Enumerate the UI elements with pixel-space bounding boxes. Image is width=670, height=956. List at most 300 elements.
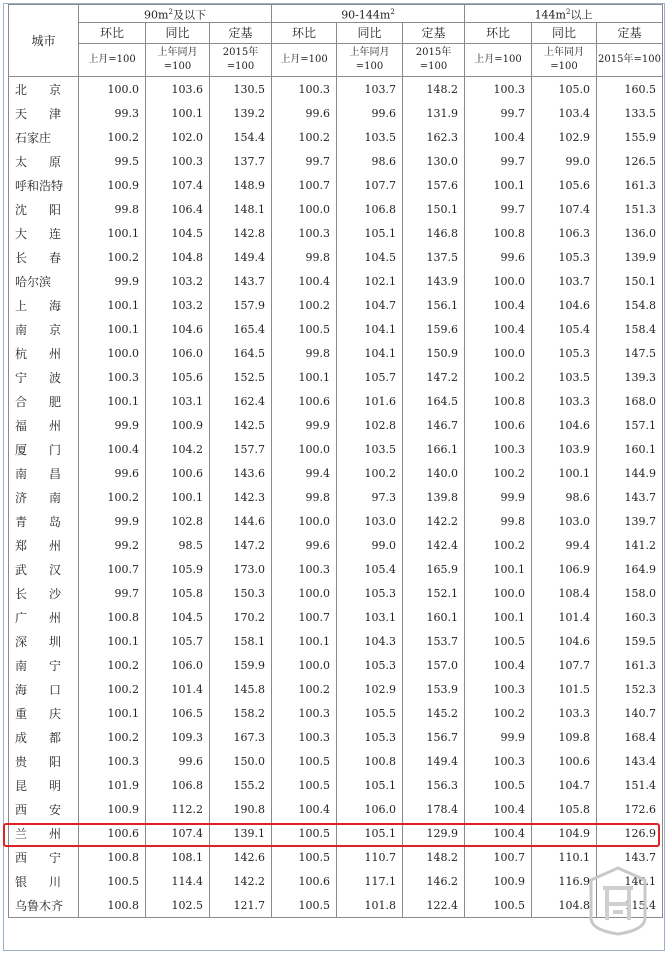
table-row bbox=[9, 509, 663, 533]
value-cell: 100.3 bbox=[272, 77, 337, 102]
value-cell: 106.3 bbox=[532, 221, 597, 245]
value-cell: 100.2 bbox=[465, 701, 532, 725]
value-cell: 145.8 bbox=[210, 677, 272, 701]
value-cell: 100.9 bbox=[146, 413, 210, 437]
value-cell: 100.4 bbox=[79, 437, 146, 461]
value-cell: 100.2 bbox=[465, 461, 532, 485]
value-cell: 140.7 bbox=[597, 701, 663, 725]
value-cell: 105.8 bbox=[532, 797, 597, 821]
city-name-text: 兰 州 bbox=[15, 826, 61, 841]
value-cell: 100.0 bbox=[79, 77, 146, 102]
value-cell: 148.1 bbox=[210, 197, 272, 221]
value-cell: 164.9 bbox=[597, 557, 663, 581]
value-cell: 103.7 bbox=[337, 77, 403, 102]
value-cell: 98.6 bbox=[532, 485, 597, 509]
value-cell: 165.9 bbox=[403, 557, 465, 581]
value-cell: 100.2 bbox=[79, 653, 146, 677]
value-cell: 112.2 bbox=[146, 797, 210, 821]
value-cell: 102.9 bbox=[532, 125, 597, 149]
base-header-label: 上年同月=100 bbox=[544, 47, 584, 72]
value-cell: 103.5 bbox=[337, 437, 403, 461]
value-cell: 137.5 bbox=[403, 245, 465, 269]
value-cell: 130.5 bbox=[210, 77, 272, 102]
value-cell: 98.5 bbox=[146, 533, 210, 557]
value-cell: 104.2 bbox=[146, 437, 210, 461]
value-cell: 99.0 bbox=[532, 149, 597, 173]
value-cell: 142.3 bbox=[210, 485, 272, 509]
city-name bbox=[9, 893, 79, 918]
value-cell: 99.9 bbox=[79, 413, 146, 437]
value-cell: 100.4 bbox=[272, 269, 337, 293]
table-row bbox=[9, 77, 663, 102]
base-header-label: 2015年=100 bbox=[222, 47, 259, 72]
value-cell: 99.6 bbox=[79, 461, 146, 485]
value-cell: 100.3 bbox=[272, 701, 337, 725]
value-cell: 100.8 bbox=[465, 389, 532, 413]
value-cell: 100.2 bbox=[465, 533, 532, 557]
value-cell: 100.7 bbox=[272, 173, 337, 197]
value-cell: 151.4 bbox=[597, 773, 663, 797]
value-cell: 100.4 bbox=[465, 821, 532, 845]
value-cell: 168.0 bbox=[597, 389, 663, 413]
value-cell: 103.0 bbox=[532, 509, 597, 533]
subheader-2-1: 同比 bbox=[532, 23, 597, 44]
value-cell: 133.5 bbox=[597, 101, 663, 125]
value-cell: 144.9 bbox=[597, 461, 663, 485]
city-name bbox=[9, 245, 79, 269]
table-row bbox=[9, 485, 663, 509]
value-cell: 130.0 bbox=[403, 149, 465, 173]
value-cell: 100.2 bbox=[79, 125, 146, 149]
city-name bbox=[9, 125, 79, 149]
value-cell: 160.1 bbox=[403, 605, 465, 629]
value-cell: 150.1 bbox=[597, 269, 663, 293]
table-row bbox=[9, 581, 663, 605]
value-cell: 170.2 bbox=[210, 605, 272, 629]
value-cell: 109.8 bbox=[532, 725, 597, 749]
value-cell: 131.9 bbox=[403, 101, 465, 125]
table-row bbox=[9, 773, 663, 797]
value-cell: 100.6 bbox=[272, 869, 337, 893]
value-cell: 100.6 bbox=[79, 821, 146, 845]
value-cell: 105.6 bbox=[532, 173, 597, 197]
city-name bbox=[9, 509, 79, 533]
value-cell: 155.9 bbox=[597, 125, 663, 149]
value-cell: 99.7 bbox=[465, 101, 532, 125]
value-cell: 102.0 bbox=[146, 125, 210, 149]
value-cell: 99.4 bbox=[532, 533, 597, 557]
value-cell: 99.2 bbox=[79, 533, 146, 557]
value-cell: 108.4 bbox=[532, 581, 597, 605]
value-cell: 143.7 bbox=[597, 845, 663, 869]
value-cell: 99.9 bbox=[79, 509, 146, 533]
value-cell: 103.6 bbox=[146, 77, 210, 102]
value-cell: 121.7 bbox=[210, 893, 272, 918]
value-cell: 156.3 bbox=[403, 773, 465, 797]
value-cell: 103.3 bbox=[532, 701, 597, 725]
value-cell: 100.0 bbox=[272, 581, 337, 605]
table-row bbox=[9, 269, 663, 293]
table-row bbox=[9, 101, 663, 125]
value-cell: 152.5 bbox=[210, 365, 272, 389]
value-cell: 156.1 bbox=[403, 293, 465, 317]
value-cell: 100.6 bbox=[465, 413, 532, 437]
value-cell: 150.9 bbox=[403, 341, 465, 365]
city-name-text: 西 安 bbox=[15, 802, 61, 817]
watermark-logo-icon bbox=[585, 864, 651, 936]
value-cell: 99.3 bbox=[79, 101, 146, 125]
value-cell: 142.2 bbox=[403, 509, 465, 533]
group-header-small: $90m^2$及以下 bbox=[79, 5, 272, 23]
value-cell: 97.3 bbox=[337, 485, 403, 509]
value-cell: 159.9 bbox=[210, 653, 272, 677]
value-cell: 109.3 bbox=[146, 725, 210, 749]
table-row bbox=[9, 653, 663, 677]
base-header-2-0 bbox=[465, 44, 532, 77]
value-cell: 100.1 bbox=[79, 317, 146, 341]
value-cell: 103.3 bbox=[532, 389, 597, 413]
value-cell: 100.1 bbox=[465, 605, 532, 629]
city-name-text: 青 岛 bbox=[15, 514, 61, 529]
value-cell: 158.0 bbox=[597, 581, 663, 605]
value-cell: 108.1 bbox=[146, 845, 210, 869]
value-cell: 143.9 bbox=[403, 269, 465, 293]
value-cell: 100.1 bbox=[146, 101, 210, 125]
value-cell: 173.0 bbox=[210, 557, 272, 581]
value-cell: 100.2 bbox=[337, 461, 403, 485]
base-header-1-0 bbox=[272, 44, 337, 77]
value-cell: 106.0 bbox=[146, 341, 210, 365]
city-name-text: 厦 门 bbox=[15, 442, 61, 457]
value-cell: 158.1 bbox=[210, 629, 272, 653]
value-cell: 105.3 bbox=[532, 341, 597, 365]
value-cell: 104.9 bbox=[532, 821, 597, 845]
value-cell: 99.7 bbox=[79, 581, 146, 605]
value-cell: 153.9 bbox=[403, 677, 465, 701]
value-cell: 144.6 bbox=[210, 509, 272, 533]
value-cell: 100.7 bbox=[79, 557, 146, 581]
value-cell: 101.6 bbox=[337, 389, 403, 413]
value-cell: 99.0 bbox=[337, 533, 403, 557]
value-cell: 104.5 bbox=[337, 245, 403, 269]
value-cell: 102.5 bbox=[146, 893, 210, 918]
value-cell: 104.6 bbox=[532, 293, 597, 317]
value-cell: 157.0 bbox=[403, 653, 465, 677]
base-header-label: 2015年=100 bbox=[415, 47, 452, 72]
city-name bbox=[9, 293, 79, 317]
value-cell: 106.8 bbox=[337, 197, 403, 221]
city-name bbox=[9, 149, 79, 173]
value-cell: 99.8 bbox=[272, 485, 337, 509]
city-name-text: 呼和浩特 bbox=[15, 178, 64, 193]
table-row bbox=[9, 293, 663, 317]
value-cell: 137.7 bbox=[210, 149, 272, 173]
city-name-text: 武 汉 bbox=[15, 562, 61, 577]
subheader-1-0: 环比 bbox=[272, 23, 337, 44]
price-index-table bbox=[8, 4, 663, 918]
base-header-label: 上月=100 bbox=[88, 54, 136, 65]
value-cell: 100.3 bbox=[272, 557, 337, 581]
value-cell: 100.3 bbox=[272, 725, 337, 749]
value-cell: 99.7 bbox=[465, 197, 532, 221]
value-cell: 147.5 bbox=[597, 341, 663, 365]
value-cell: 99.4 bbox=[272, 461, 337, 485]
value-cell: 99.8 bbox=[79, 197, 146, 221]
value-cell: 99.8 bbox=[465, 509, 532, 533]
base-header-label: 上年同月=100 bbox=[157, 47, 198, 72]
value-cell: 117.1 bbox=[337, 869, 403, 893]
value-cell: 136.0 bbox=[597, 221, 663, 245]
value-cell: 106.0 bbox=[337, 797, 403, 821]
table-row bbox=[9, 797, 663, 821]
value-cell: 143.6 bbox=[210, 461, 272, 485]
value-cell: 172.6 bbox=[597, 797, 663, 821]
value-cell: 102.9 bbox=[337, 677, 403, 701]
table-row bbox=[9, 173, 663, 197]
value-cell: 101.9 bbox=[79, 773, 146, 797]
value-cell: 104.3 bbox=[337, 629, 403, 653]
base-header-label: 上月=100 bbox=[474, 54, 522, 65]
value-cell: 100.3 bbox=[465, 749, 532, 773]
table-row bbox=[9, 677, 663, 701]
value-cell: 115.4 bbox=[597, 893, 663, 918]
value-cell: 100.7 bbox=[272, 605, 337, 629]
value-cell: 99.7 bbox=[272, 149, 337, 173]
value-cell: 100.4 bbox=[465, 317, 532, 341]
city-name-text: 合 肥 bbox=[15, 394, 61, 409]
base-header-1-1 bbox=[337, 44, 403, 77]
value-cell: 106.8 bbox=[146, 773, 210, 797]
value-cell: 102.1 bbox=[337, 269, 403, 293]
table-row bbox=[9, 629, 663, 653]
subheader-2-2: 定基 bbox=[597, 23, 663, 44]
value-cell: 100.2 bbox=[272, 293, 337, 317]
city-name-text: 哈尔滨 bbox=[15, 274, 52, 289]
value-cell: 100.4 bbox=[465, 125, 532, 149]
city-name bbox=[9, 221, 79, 245]
table-row bbox=[9, 749, 663, 773]
city-name-text: 重 庆 bbox=[15, 706, 61, 721]
value-cell: 160.1 bbox=[597, 437, 663, 461]
table-row bbox=[9, 245, 663, 269]
value-cell: 99.9 bbox=[465, 485, 532, 509]
city-name-text: 福 州 bbox=[15, 418, 61, 433]
subheader-1-1: 同比 bbox=[337, 23, 403, 44]
value-cell: 106.9 bbox=[532, 557, 597, 581]
value-cell: 103.1 bbox=[337, 605, 403, 629]
value-cell: 100.3 bbox=[465, 677, 532, 701]
value-cell: 106.4 bbox=[146, 197, 210, 221]
value-cell: 101.4 bbox=[146, 677, 210, 701]
table-row bbox=[9, 197, 663, 221]
subheader-0-2: 定基 bbox=[210, 23, 272, 44]
value-cell: 100.8 bbox=[79, 605, 146, 629]
value-cell: 105.5 bbox=[337, 701, 403, 725]
base-header-2-2 bbox=[597, 44, 663, 77]
group-header-large: $144m^2$以上 bbox=[465, 5, 663, 23]
city-name-text: 海 口 bbox=[15, 682, 61, 697]
value-cell: 157.7 bbox=[210, 437, 272, 461]
value-cell: 155.2 bbox=[210, 773, 272, 797]
value-cell: 100.0 bbox=[79, 341, 146, 365]
value-cell: 139.7 bbox=[597, 509, 663, 533]
table-row bbox=[9, 605, 663, 629]
city-name bbox=[9, 797, 79, 821]
city-name bbox=[9, 629, 79, 653]
value-cell: 153.7 bbox=[403, 629, 465, 653]
value-cell: 110.7 bbox=[337, 845, 403, 869]
value-cell: 167.3 bbox=[210, 725, 272, 749]
city-name-text: 杭 州 bbox=[15, 346, 61, 361]
value-cell: 99.9 bbox=[465, 725, 532, 749]
value-cell: 100.0 bbox=[272, 197, 337, 221]
value-cell: 100.4 bbox=[465, 653, 532, 677]
value-cell: 100.3 bbox=[465, 77, 532, 102]
value-cell: 154.8 bbox=[597, 293, 663, 317]
table-frame bbox=[3, 3, 665, 951]
city-name-text: 南 宁 bbox=[15, 658, 61, 673]
value-cell: 148.9 bbox=[210, 173, 272, 197]
value-cell: 100.1 bbox=[79, 701, 146, 725]
value-cell: 139.8 bbox=[403, 485, 465, 509]
city-name bbox=[9, 725, 79, 749]
table-row bbox=[9, 317, 663, 341]
value-cell: 103.5 bbox=[337, 125, 403, 149]
city-name-text: 广 州 bbox=[15, 610, 61, 625]
value-cell: 159.6 bbox=[403, 317, 465, 341]
value-cell: 100.1 bbox=[465, 557, 532, 581]
value-cell: 106.5 bbox=[146, 701, 210, 725]
value-cell: 100.8 bbox=[79, 845, 146, 869]
value-cell: 139.2 bbox=[210, 101, 272, 125]
value-cell: 100.3 bbox=[79, 749, 146, 773]
subheader-2-0: 环比 bbox=[465, 23, 532, 44]
value-cell: 100.7 bbox=[465, 845, 532, 869]
value-cell: 126.9 bbox=[597, 821, 663, 845]
value-cell: 107.7 bbox=[532, 653, 597, 677]
city-name-text: 长 沙 bbox=[15, 586, 61, 601]
value-cell: 104.5 bbox=[146, 221, 210, 245]
value-cell: 103.7 bbox=[532, 269, 597, 293]
value-cell: 116.9 bbox=[532, 869, 597, 893]
value-cell: 161.3 bbox=[597, 173, 663, 197]
value-cell: 129.9 bbox=[403, 821, 465, 845]
table-row bbox=[9, 365, 663, 389]
value-cell: 102.8 bbox=[337, 413, 403, 437]
value-cell: 149.4 bbox=[210, 245, 272, 269]
table-row bbox=[9, 557, 663, 581]
city-header: 城市 bbox=[9, 5, 79, 77]
value-cell: 104.6 bbox=[146, 317, 210, 341]
value-cell: 100.5 bbox=[272, 317, 337, 341]
city-name bbox=[9, 749, 79, 773]
value-cell: 105.8 bbox=[146, 581, 210, 605]
value-cell: 162.3 bbox=[403, 125, 465, 149]
value-cell: 110.1 bbox=[532, 845, 597, 869]
value-cell: 105.3 bbox=[337, 653, 403, 677]
city-name-text: 太 原 bbox=[15, 154, 61, 169]
value-cell: 126.5 bbox=[597, 149, 663, 173]
table-row bbox=[9, 149, 663, 173]
city-name bbox=[9, 77, 79, 102]
value-cell: 104.1 bbox=[337, 341, 403, 365]
value-cell: 100.9 bbox=[79, 173, 146, 197]
value-cell: 105.3 bbox=[337, 725, 403, 749]
value-cell: 107.7 bbox=[337, 173, 403, 197]
value-cell: 105.9 bbox=[146, 557, 210, 581]
value-cell: 103.1 bbox=[146, 389, 210, 413]
city-name bbox=[9, 845, 79, 869]
value-cell: 105.7 bbox=[337, 365, 403, 389]
value-cell: 157.6 bbox=[403, 173, 465, 197]
value-cell: 100.3 bbox=[146, 149, 210, 173]
city-name bbox=[9, 269, 79, 293]
city-name bbox=[9, 701, 79, 725]
value-cell: 154.4 bbox=[210, 125, 272, 149]
value-cell: 100.8 bbox=[465, 221, 532, 245]
value-cell: 100.5 bbox=[79, 869, 146, 893]
value-cell: 100.1 bbox=[79, 293, 146, 317]
table-row bbox=[9, 725, 663, 749]
city-name-text: 长 春 bbox=[15, 250, 61, 265]
city-name bbox=[9, 437, 79, 461]
value-cell: 100.1 bbox=[532, 461, 597, 485]
value-cell: 100.9 bbox=[79, 797, 146, 821]
value-cell: 122.4 bbox=[403, 893, 465, 918]
city-name bbox=[9, 557, 79, 581]
value-cell: 105.3 bbox=[337, 581, 403, 605]
value-cell: 150.3 bbox=[210, 581, 272, 605]
value-cell: 166.1 bbox=[403, 437, 465, 461]
value-cell: 100.9 bbox=[465, 869, 532, 893]
value-cell: 98.6 bbox=[337, 149, 403, 173]
value-cell: 151.3 bbox=[597, 197, 663, 221]
value-cell: 146.8 bbox=[403, 221, 465, 245]
value-cell: 100.6 bbox=[532, 749, 597, 773]
value-cell: 99.9 bbox=[79, 269, 146, 293]
value-cell: 100.2 bbox=[79, 245, 146, 269]
value-cell: 139.3 bbox=[597, 365, 663, 389]
value-cell: 105.6 bbox=[146, 365, 210, 389]
value-cell: 104.6 bbox=[532, 413, 597, 437]
value-cell: 156.7 bbox=[403, 725, 465, 749]
base-header-0-0 bbox=[79, 44, 146, 77]
value-cell: 105.0 bbox=[532, 77, 597, 102]
value-cell: 100.8 bbox=[79, 893, 146, 918]
table-row bbox=[9, 413, 663, 437]
value-cell: 160.3 bbox=[597, 605, 663, 629]
city-name-text: 上 海 bbox=[15, 298, 61, 313]
city-name bbox=[9, 365, 79, 389]
value-cell: 146.7 bbox=[403, 413, 465, 437]
value-cell: 100.8 bbox=[337, 749, 403, 773]
value-cell: 157.9 bbox=[210, 293, 272, 317]
base-header-label: 上年同月=100 bbox=[349, 47, 390, 72]
table-row bbox=[9, 701, 663, 725]
value-cell: 105.3 bbox=[532, 245, 597, 269]
table-row bbox=[9, 533, 663, 557]
value-cell: 100.0 bbox=[465, 269, 532, 293]
value-cell: 99.6 bbox=[272, 101, 337, 125]
value-cell: 178.4 bbox=[403, 797, 465, 821]
value-cell: 100.0 bbox=[465, 581, 532, 605]
city-name bbox=[9, 341, 79, 365]
city-name-text: 成 都 bbox=[15, 730, 61, 745]
value-cell: 149.4 bbox=[403, 749, 465, 773]
base-header-0-1 bbox=[146, 44, 210, 77]
value-cell: 100.1 bbox=[79, 629, 146, 653]
value-cell: 107.4 bbox=[146, 173, 210, 197]
